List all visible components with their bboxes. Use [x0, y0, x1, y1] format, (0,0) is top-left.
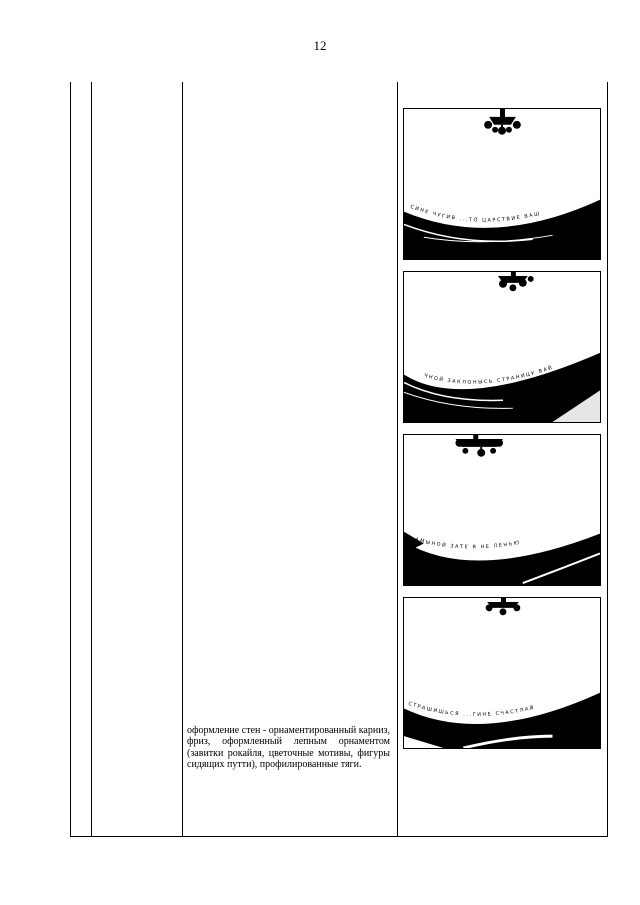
photo-ceiling-2: [403, 271, 601, 423]
chandelier-icon: [484, 109, 521, 135]
column-divider: [397, 82, 398, 836]
column-divider: [91, 82, 92, 836]
photo-inscription: СИНЕ ЧУГИВ ...ТО ЦАРСТВИЕ ВАШ: [409, 203, 542, 224]
photo-ceiling-1: [403, 108, 601, 260]
table-frame: [70, 82, 608, 837]
column-divider: [182, 82, 183, 836]
chandelier-icon: [486, 598, 521, 615]
chandelier-icon: [498, 272, 534, 291]
page-number: 12: [313, 38, 327, 53]
photo-inscription: СТРАШИШЬСЯ ...ГИНЕ СЧАСТЛАЙ: [407, 700, 536, 718]
photo-inscription: ...АМЫНОЙ ЗАТЕ Я НЕ ЛЕНЬЮ: [405, 533, 522, 551]
description-text: оформление стен - орнаментированный карниз, фриз, оформленный лепным орнаментом (завитки рокайля, цветочные мотивы, фигуры сидящих путти), профилированные тяги.: [187, 725, 390, 770]
photo-ceiling-4: [403, 597, 601, 749]
chandelier-icon: [455, 435, 503, 457]
photo-inscription: ЧНОЙ ЗАКЛОНЫСЬ СТРАНИЦУ ВАЙ: [423, 364, 555, 386]
photo-ceiling-3: [403, 434, 601, 586]
